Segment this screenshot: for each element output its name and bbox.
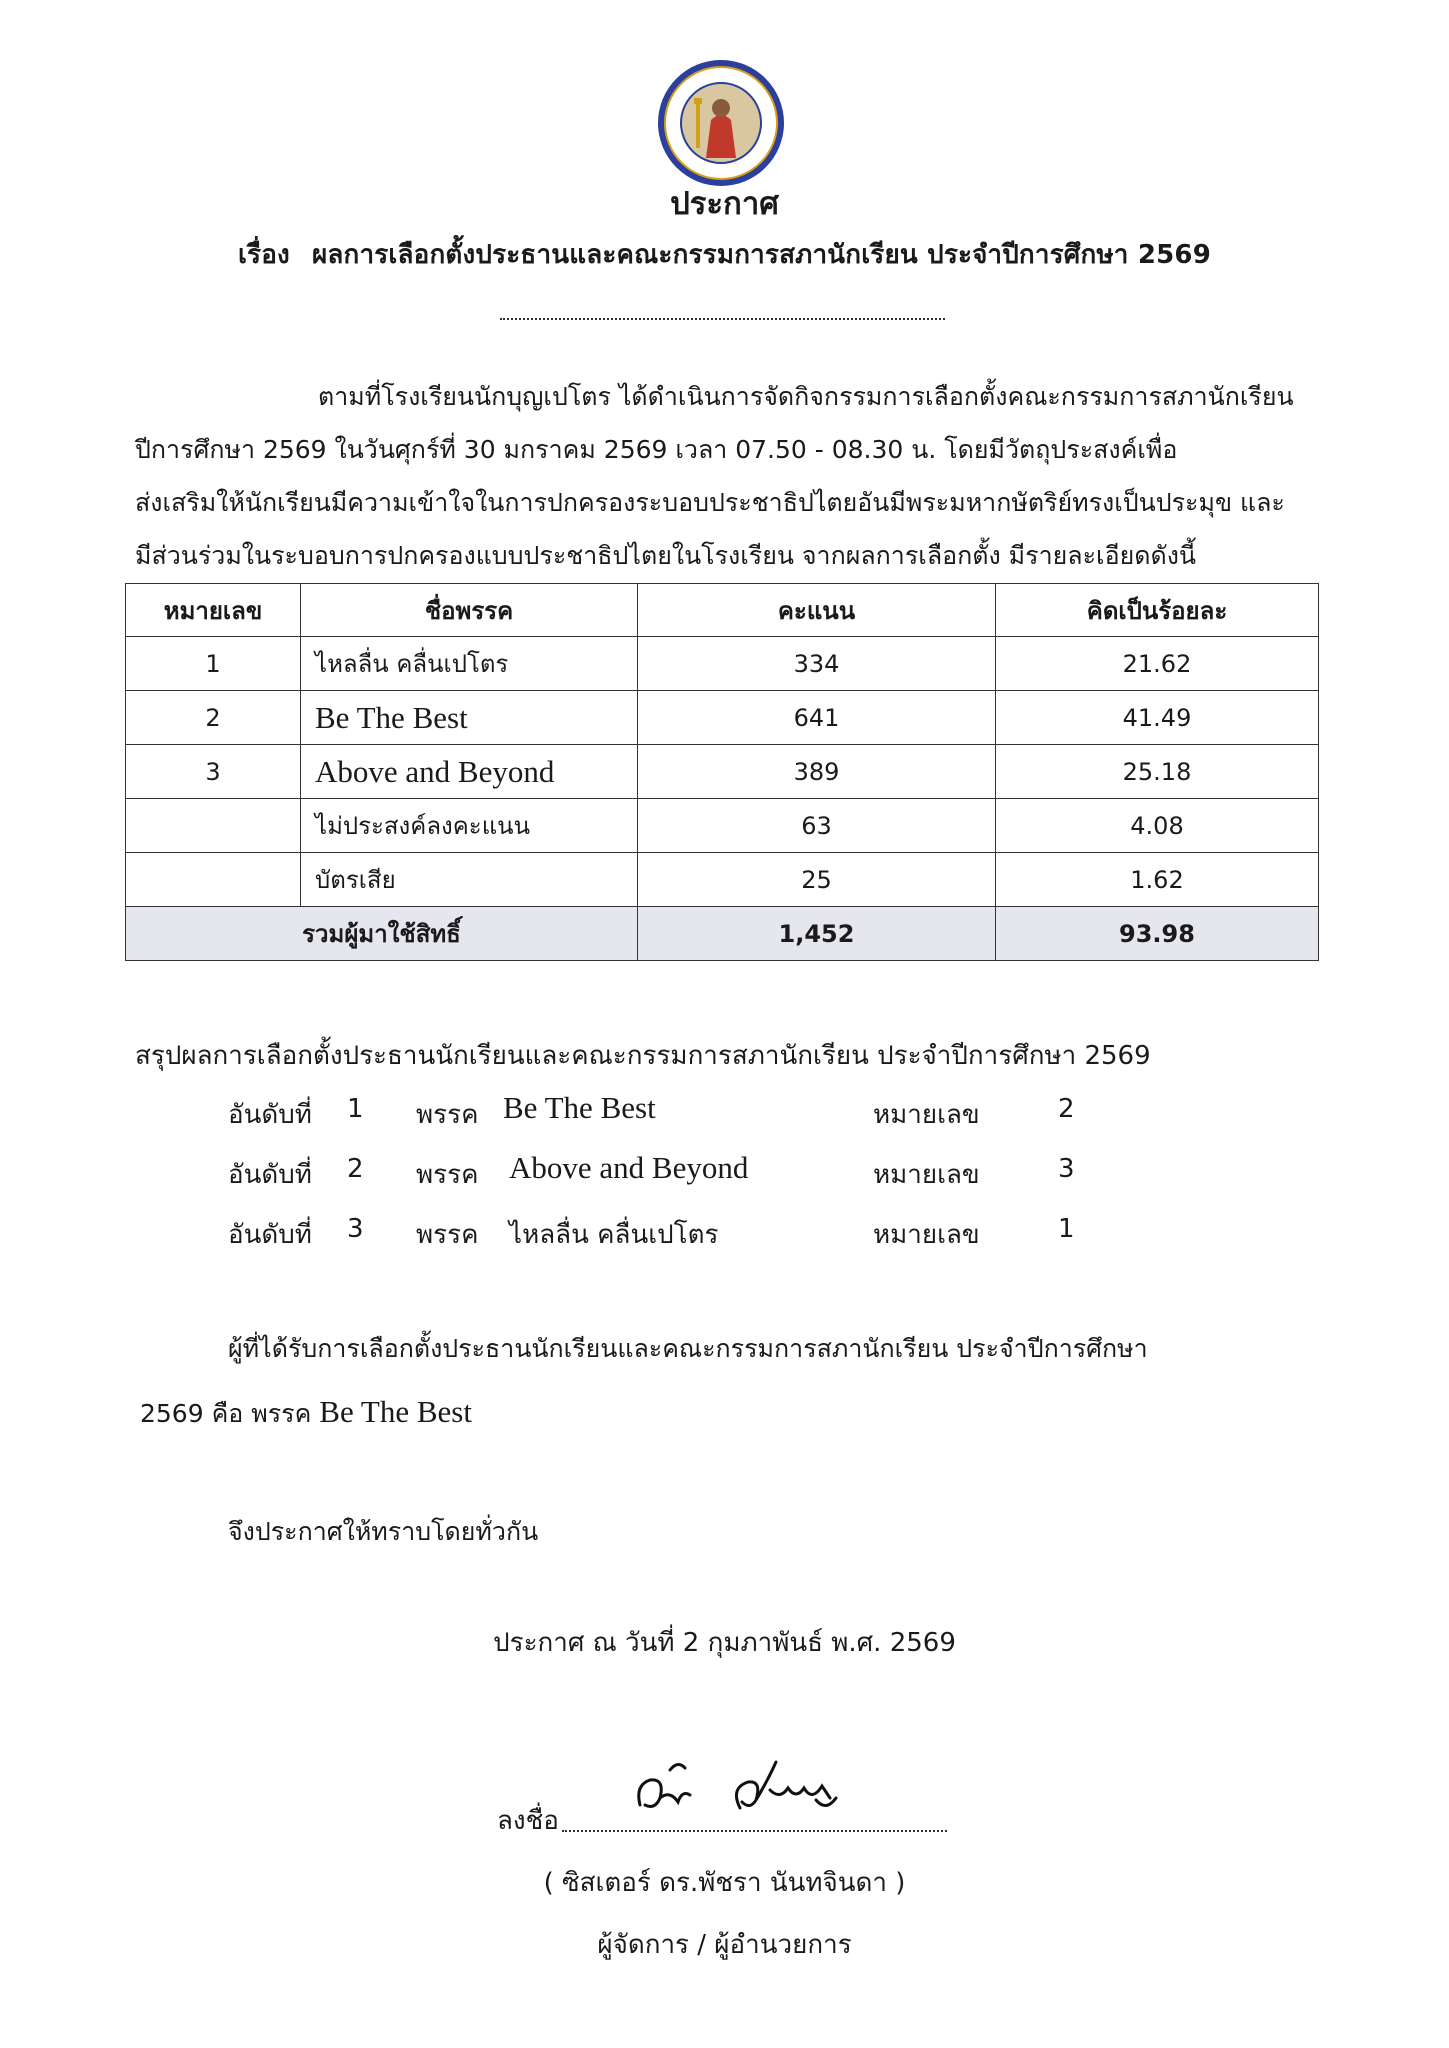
cell-number: 1 [126, 637, 301, 691]
number-label: หมายเลข [873, 1160, 980, 1190]
cell-percent: 1.62 [996, 853, 1319, 907]
cell-votes: 641 [638, 691, 996, 745]
table-row [126, 637, 1319, 691]
number-value: 2 [1058, 1094, 1075, 1124]
total-percent: 93.98 [996, 907, 1319, 961]
rank-row [0, 1090, 1449, 1134]
total-votes: 1,452 [638, 907, 996, 961]
party-label: พรรค [416, 1160, 479, 1190]
table-row [126, 745, 1319, 799]
cell-party: บัตรเสีย [301, 853, 638, 907]
rank-value: 2 [347, 1154, 364, 1184]
results-table [125, 583, 1319, 961]
cell-votes: 25 [638, 853, 996, 907]
party-name: Be The Best [503, 1090, 656, 1125]
table-row [126, 799, 1319, 853]
cell-number: 2 [126, 691, 301, 745]
summary-title: สรุปผลการเลือกตั้งประธานนักเรียนและคณะกรรมการสภานักเรียน ประจำปีการศึกษา 2569 [135, 1041, 1151, 1071]
party-name: Above and Beyond [509, 1150, 749, 1185]
table-row [126, 691, 1319, 745]
cell-votes: 63 [638, 799, 996, 853]
cell-number: 3 [126, 745, 301, 799]
intro-line-3: ส่งเสริมให้นักเรียนมีความเข้าใจในการปกครองระบอบประชาธิปไตยอันมีพระมหากษัตริย์ทรงเป็นประมุข และ [135, 488, 1285, 517]
signer-title: ผู้จัดการ / ผู้อำนวยการ [597, 1930, 852, 1960]
rank-label: อันดับที่ [228, 1220, 312, 1250]
cell-party: Above and Beyond [301, 745, 638, 799]
header-party: ชื่อพรรค [301, 584, 638, 637]
cell-party: ไม่ประสงค์ลงคะแนน [301, 799, 638, 853]
signer-name: ( ซิสเตอร์ ดร.พัชรา นันทจินดา ) [543, 1868, 906, 1898]
school-seal-logo [656, 58, 786, 188]
header-number: หมายเลข [126, 584, 301, 637]
table-total-row [126, 907, 1319, 961]
rank-row [0, 1214, 1449, 1254]
cell-party: ไหลลื่น คลื่นเปโตร [301, 637, 638, 691]
cell-number [126, 853, 301, 907]
winner-line-1: ผู้ที่ได้รับการเลือกตั้งประธานนักเรียนและคณะกรรมการสภานักเรียน ประจำปีการศึกษา [228, 1334, 1148, 1363]
subject-text: ผลการเลือกตั้งประธานและคณะกรรมการสภานักเรียน ประจำปีการศึกษา 2569 [311, 240, 1212, 270]
rank-row [0, 1150, 1449, 1194]
rank-value: 3 [347, 1214, 364, 1244]
number-label: หมายเลข [873, 1100, 980, 1130]
party-name: ไหลลื่น คลื่นเปโตร [509, 1220, 719, 1250]
handwritten-signature [630, 1750, 860, 1830]
subject-lead: เรื่อง [237, 240, 290, 270]
intro-line-2: ปีการศึกษา 2569 ในวันศุกร์ที่ 30 มกราคม 2569 เวลา 07.50 - 08.30 น. โดยมีวัตถุประสงค์เพื่อ [135, 435, 1178, 464]
cell-percent: 41.49 [996, 691, 1319, 745]
party-label: พรรค [416, 1220, 479, 1250]
svg-text:โรงเรียนนักบุญเปโตร: โรงเรียนนักบุญเปโตร [675, 69, 767, 102]
sign-label: ลงชื่อ [497, 1806, 559, 1836]
number-value: 1 [1058, 1214, 1075, 1244]
cell-number [126, 799, 301, 853]
closing-line: จึงประกาศให้ทราบโดยทั่วกัน [228, 1517, 539, 1546]
table-row [126, 853, 1319, 907]
cell-party: Be The Best [301, 691, 638, 745]
cell-percent: 21.62 [996, 637, 1319, 691]
page-title: ประกาศ [670, 186, 779, 222]
party-label: พรรค [416, 1100, 479, 1130]
dotted-divider [500, 318, 945, 320]
number-value: 3 [1058, 1154, 1075, 1184]
rank-label: อันดับที่ [228, 1160, 312, 1190]
winner-line-2 [140, 1385, 472, 1440]
rank-value: 1 [347, 1094, 364, 1124]
intro-line-4: มีส่วนร่วมในระบอบการปกครองแบบประชาธิปไตยในโรงเรียน จากผลการเลือกตั้ง มีรายละเอียดดังนี้ [135, 541, 1196, 570]
cell-votes: 334 [638, 637, 996, 691]
header-votes: คะแนน [638, 584, 996, 637]
winner-prefix: 2569 คือ พรรค [140, 1399, 312, 1428]
cell-votes: 389 [638, 745, 996, 799]
table-header-row [126, 584, 1319, 637]
intro-line-1: ตามที่โรงเรียนนักบุญเปโตร ได้ดำเนินการจัดกิจกรรมการเลือกตั้งคณะกรรมการสภานักเรียน [318, 382, 1294, 411]
cell-percent: 25.18 [996, 745, 1319, 799]
winner-party: Be The Best [319, 1394, 472, 1429]
subject-line [0, 234, 1449, 275]
signature-dotted-line [562, 1830, 947, 1832]
total-label: รวมผู้มาใช้สิทธิ์ [126, 907, 638, 961]
header-percent: คิดเป็นร้อยละ [996, 584, 1319, 637]
rank-label: อันดับที่ [228, 1100, 312, 1130]
number-label: หมายเลข [873, 1220, 980, 1250]
cell-percent: 4.08 [996, 799, 1319, 853]
announce-date: ประกาศ ณ วันที่ 2 กุมภาพันธ์ พ.ศ. 2569 [493, 1628, 956, 1658]
